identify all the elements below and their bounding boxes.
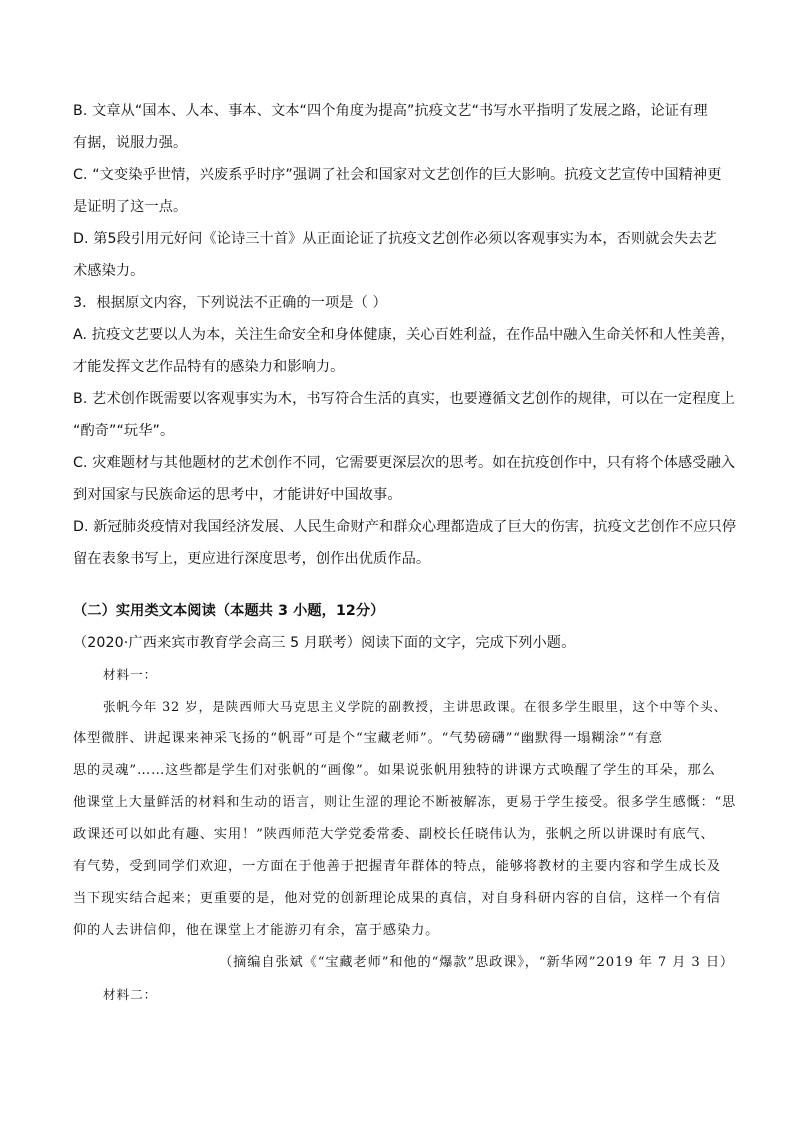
- material1-line5: 政课还可以如此有趣、实用！”陕西师范大学党委常委、副校长任晓伟认为，张帆之所以讲课时有底气、: [73, 827, 715, 842]
- q2-option-d-line2: 术感染力。: [73, 263, 145, 279]
- q2-option-c-line2: 是证明了这一点。: [73, 199, 188, 215]
- material1-line3: 思的灵魂”……这些都是学生们对张帆的“画像”。如果说张帆用独特的讲课方式唤醒了学生的耳朵，那么: [73, 763, 716, 778]
- q3-stem: 3．根据原文内容，下列说法不正确的一项是（ ）: [73, 295, 387, 311]
- material1-line2: 体型微胖、讲起课来神采飞扬的“帆哥”可是个“宝藏老师”。“气势磅礴”“幽默得一塌糊涂”“有意: [73, 731, 664, 746]
- q3-option-d-line1: D. 新冠肺炎疫情对我国经济发展、人民生命财产和群众心理都造成了巨大的伤害，抗疫文艺创作不应只停: [73, 519, 737, 535]
- q3-option-a-line2: 才能发挥文艺作品特有的感染力和影响力。: [73, 359, 345, 375]
- q3-option-c-line2: 到对国家与民族命运的思考中，才能讲好中国故事。: [73, 487, 402, 503]
- q2-option-d-line1: D. 第5段引用元好问《论诗三十首》从正面论证了抗疫文艺创作必须以客观事实为本，否则就会失去艺: [73, 231, 717, 247]
- material1-line6: 有气势，受到同学们欢迎，一方面在于他善于把握青年群体的特点，能够将教材的主要内容和学生成长及: [73, 859, 722, 874]
- material1-line8: 仰的人去讲信仰，他在课堂上才能游刃有余，富于感染力。: [73, 923, 440, 938]
- material1-label: 材料一：: [103, 667, 158, 682]
- q2-option-c-line1: C. “文变染乎世情，兴废系乎时序”强调了社会和国家对文艺创作的巨大影响。抗疫文艺宣传中国精神更: [73, 167, 722, 183]
- section-source: （2020·广西来宾市教育学会高三 5 月联考）阅读下面的文字，完成下列小题。: [73, 635, 576, 651]
- material2-label: 材料二：: [103, 987, 158, 1002]
- material1-line4: 他课堂上大量鲜活的材料和生动的语言，则让生涩的理论不断被解冻，更易于学生接受。很多学生感慨：“思: [73, 795, 737, 810]
- section-title: （二）实用类文本阅读（本题共 3 小题，12分）: [73, 603, 385, 619]
- q3-option-b-line1: B. 艺术创作既需要以客观事实为木，书写符合生活的真实，也要遵循文艺创作的规律，可以在一定程度上: [73, 391, 735, 407]
- q2-option-b-line1: B. 文章从“国本、人本、事本、文本“四个角度为提高”抗疫文艺“书写水平指明了发展之路，论证有理: [73, 103, 708, 119]
- q3-option-b-line2: “酌奇”“玩华”。: [73, 423, 175, 439]
- q3-option-a-line1: A. 抗疫文艺要以人为本，关注生命安全和身体健康，关心百姓利益，在作品中融入生命关怀和人性美善，: [73, 327, 735, 343]
- material1-line7: 当下现实结合起来；更重要的是，他对党的创新理论成果的真信，对自身科研内容的自信，这样一个有信: [73, 891, 722, 906]
- q2-option-b-line2: 有据，说服力强。: [73, 135, 188, 151]
- material1-line1: 张帆今年 32 岁，是陕西师大马克思主义学院的副教授，主讲思政课。在很多学生眼里，这个中等个头、: [103, 699, 728, 714]
- q3-option-d-line2: 留在表象书写上，更应进行深度思考，创作出优质作品。: [73, 551, 431, 567]
- q3-option-c-line1: C. 灾难题材与其他题材的艺术创作不同，它需要更深层次的思考。如在抗疫创作中，只有将个体感受融入: [73, 455, 736, 471]
- material1-citation: （摘编自张斌《“宝藏老师”和他的“爆款”思政课》，“新华网”2019 年 7 月 3 日）: [219, 955, 734, 970]
